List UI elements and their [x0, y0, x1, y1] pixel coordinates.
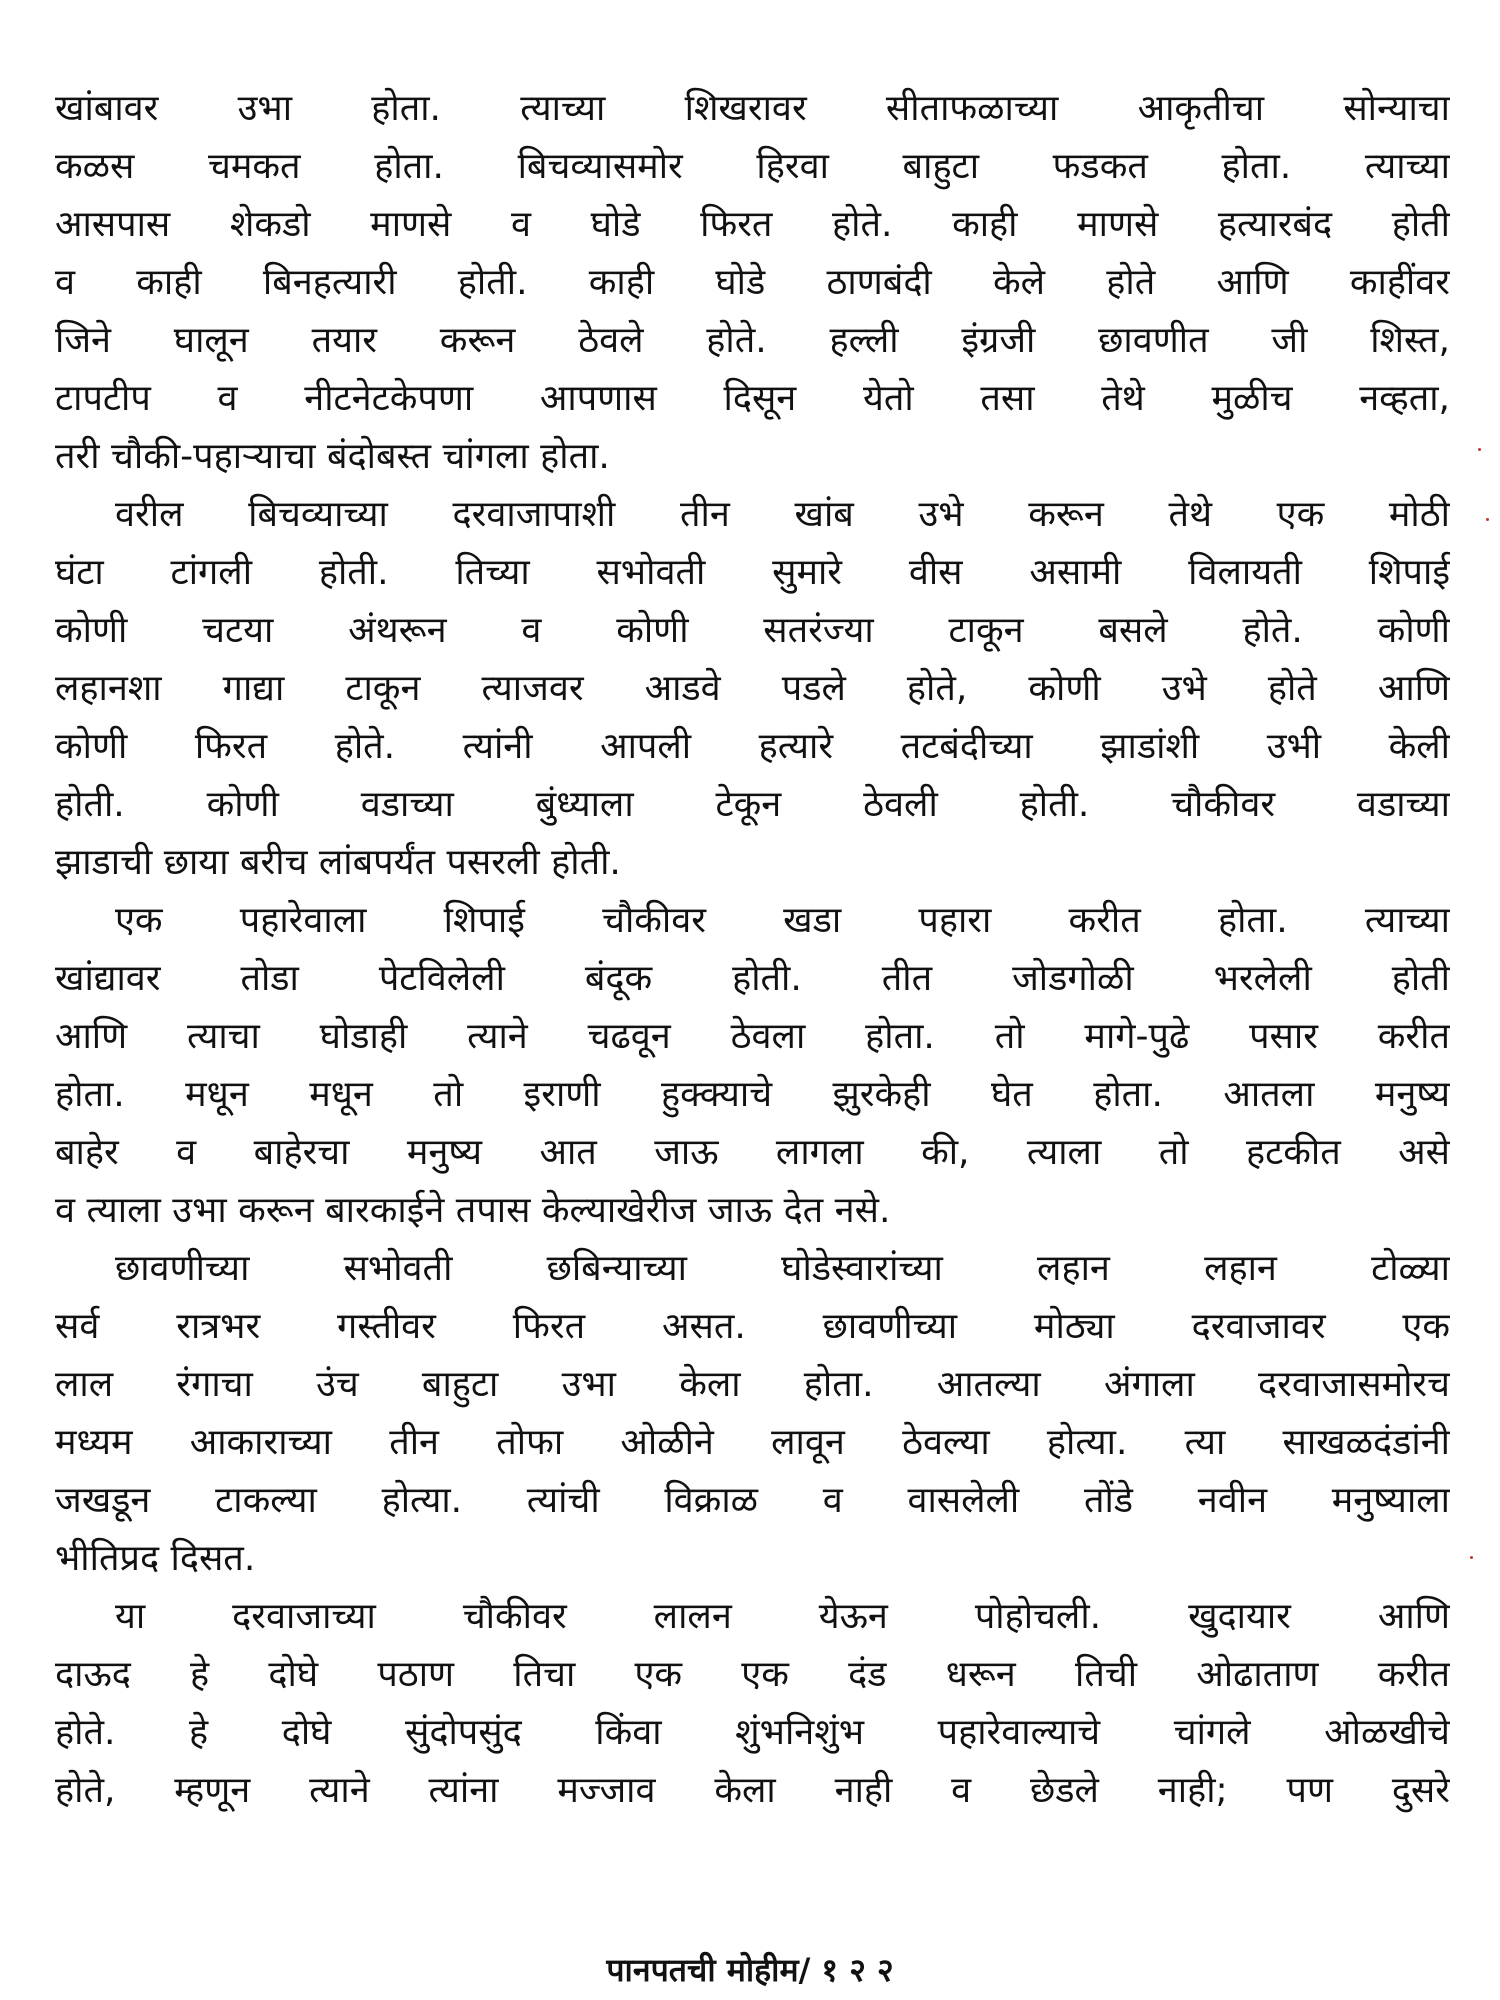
text-line: मध्यम आकाराच्या तीन तोफा ओळीने लावून ठेवल्या होत्या. त्या साखळदंडांनी — [55, 1422, 1450, 1463]
text-line: झाडाची छाया बरीच लांबपर्यंत पसरली होती. — [55, 842, 621, 883]
text-line: होते, म्हणून त्याने त्यांना मज्जाव केला नाही व छेडले नाही; पण दुसरे — [55, 1770, 1450, 1811]
text-line: होती. कोणी वडाच्या बुंध्याला टेकून ठेवली होती. चौकीवर वडाच्या — [55, 784, 1450, 825]
text-line: खांबावर उभा होता. त्याच्या शिखरावर सीताफळाच्या आकृतीचा सोन्याचा — [55, 88, 1450, 129]
text-line: तरी चौकी-पहाऱ्याचा बंदोबस्त चांगला होता. — [55, 436, 610, 477]
text-line: बाहेर व बाहेरचा मनुष्य आत जाऊ लागला की, त्याला तो हटकीत असे — [55, 1132, 1450, 1173]
text-line: कोणी चटया अंथरून व कोणी सतरंज्या टाकून बसले होते. कोणी — [55, 610, 1450, 651]
text-line: लाल रंगाचा उंच बाहुटा उभा केला होता. आतल्या अंगाला दरवाजासमोरच — [55, 1364, 1450, 1405]
text-line: या दरवाजाच्या चौकीवर लालन येऊन पोहोचली. खुदायार आणि — [115, 1596, 1450, 1637]
text-line: आसपास शेकडो माणसे व घोडे फिरत होते. काही माणसे हत्यारबंद होती — [55, 204, 1450, 245]
scan-speck — [1478, 448, 1481, 451]
text-line: कोणी फिरत होते. त्यांनी आपली हत्यारे तटबंदीच्या झाडांशी उभी केली — [55, 726, 1450, 767]
text-line: लहानशा गाद्या टाकून त्याजवर आडवे पडले होते, कोणी उभे होते आणि — [55, 668, 1450, 709]
text-line: एक पहारेवाला शिपाई चौकीवर खडा पहारा करीत होता. त्याच्या — [115, 900, 1450, 941]
text-line: होते. हे दोघे सुंदोपसुंद किंवा शुंभनिशुंभ पहारेवाल्याचे चांगले ओळखीचे — [55, 1712, 1450, 1753]
text-line: छावणीच्या सभोवती छबिन्याच्या घोडेस्वारांच्या लहान लहान टोळ्या — [115, 1248, 1450, 1289]
text-line: वरील बिचव्याच्या दरवाजापाशी तीन खांब उभे करून तेथे एक मोठी — [115, 494, 1450, 535]
text-line: टापटीप व नीटनेटकेपणा आपणास दिसून येतो तसा तेथे मुळीच नव्हता, — [55, 378, 1450, 419]
text-line: सर्व रात्रभर गस्तीवर फिरत असत. छावणीच्या मोठ्या दरवाजावर एक — [55, 1306, 1450, 1347]
text-line: आणि त्याचा घोडाही त्याने चढवून ठेवला होता. तो मागे-पुढे पसार करीत — [55, 1016, 1450, 1057]
text-line: खांद्यावर तोडा पेटविलेली बंदूक होती. तीत जोडगोळी भरलेली होती — [55, 958, 1450, 999]
text-line: जखडून टाकल्या होत्या. त्यांची विक्राळ व वासलेली तोंडे नवीन मनुष्याला — [55, 1480, 1450, 1521]
text-line: दाऊद हे दोघे पठाण तिचा एक एक दंड धरून तिची ओढाताण करीत — [55, 1654, 1450, 1695]
text-line: होता. मधून मधून तो इराणी हुक्क्याचे झुरकेही घेत होता. आतला मनुष्य — [55, 1074, 1450, 1115]
text-line: कळस चमकत होता. बिचव्यासमोर हिरवा बाहुटा फडकत होता. त्याच्या — [55, 146, 1450, 187]
text-line: भीतिप्रद दिसत. — [55, 1538, 256, 1579]
text-line: व त्याला उभा करून बारकाईने तपास केल्याखेरीज जाऊ देत नसे. — [55, 1190, 891, 1231]
scan-speck — [1486, 518, 1489, 521]
page-footer: पानपतची मोहीम/ १ २ २ — [606, 1951, 894, 1989]
text-line: व काही बिनहत्यारी होती. काही घोडे ठाणबंदी केले होते आणि काहींवर — [55, 262, 1450, 303]
scan-speck — [1470, 1556, 1473, 1559]
text-line: जिने घालून तयार करून ठेवले होते. हल्ली इंग्रजी छावणीत जी शिस्त, — [55, 320, 1450, 361]
body-text — [55, 80, 1450, 1820]
text-line: घंटा टांगली होती. तिच्या सभोवती सुमारे वीस असामी विलायती शिपाई — [55, 552, 1450, 593]
